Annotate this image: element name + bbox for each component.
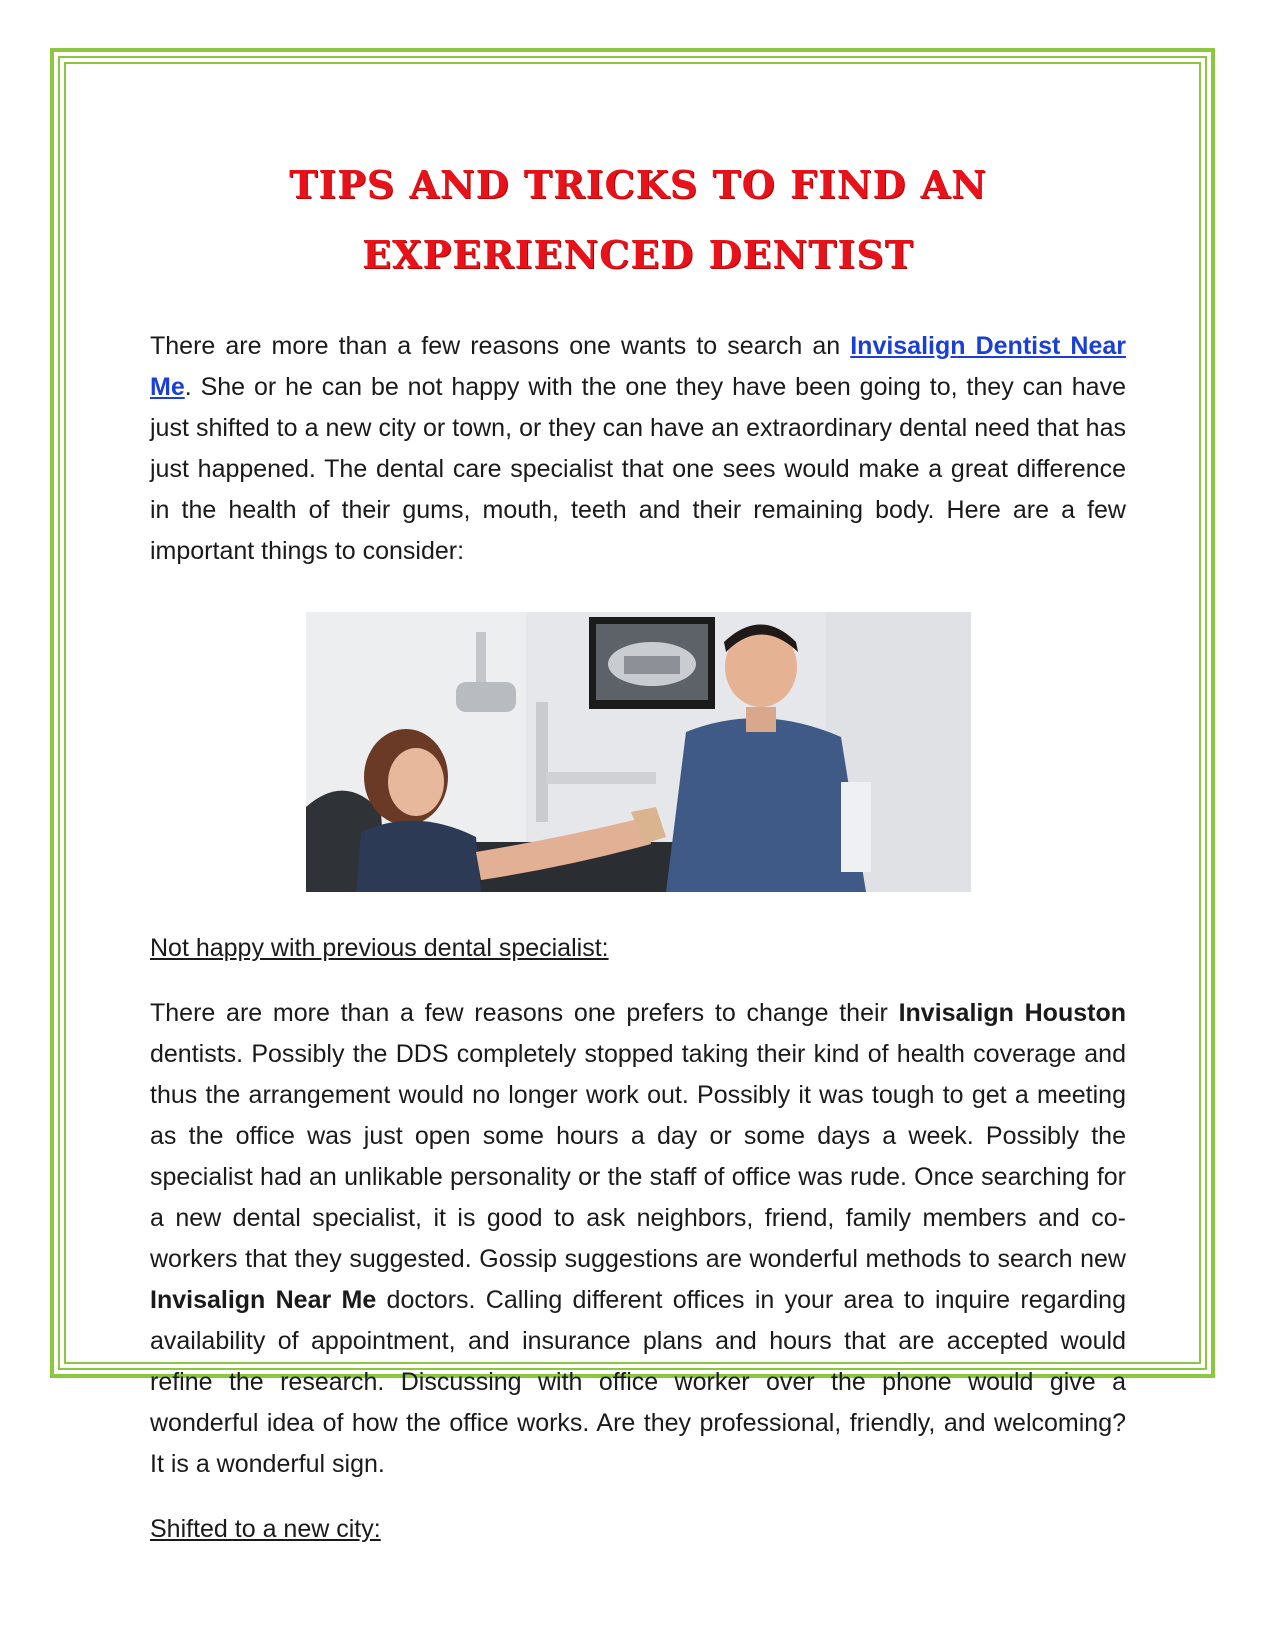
section-heading-shifted: Shifted to a new city: [150, 1515, 381, 1543]
dentist-office-photo [306, 612, 971, 892]
section1-text-b: dentists. Possibly the DDS completely stopped taking their kind of health coverage and thus the arrangement would no longer work out. Possibly it was tough to get a meeting as the office was just open some hours a day or some days a week. Possibly the specialist had an unlikable personality or the staff of office was rude. Once searching for a new dental specialist, it is good to ask neighbors, friend, family members and co-workers that they suggested. Gossip suggestions are wonderful methods to search new [150, 1040, 1126, 1273]
document-title: TIPS AND TRICKS TO FIND AN EXPERIENCED DENTIST [289, 162, 987, 277]
invisalign-dentist-link[interactable]: Invisalign Dentist Near Me [150, 332, 1126, 401]
invisalign-near-me-bold: Invisalign Near Me [150, 1286, 377, 1314]
intro-paragraph [150, 326, 1126, 572]
document-body [150, 150, 1126, 1550]
intro-text-1: There are more than a few reasons one wants to search an [150, 332, 851, 360]
section-heading-not-happy: Not happy with previous dental specialist: [150, 934, 609, 962]
invisalign-houston-bold: Invisalign Houston [898, 999, 1126, 1027]
intro-text-2: . She or he can be not happy with the one they have been going to, they can have just shifted to a new city or town, or they can have an extraordinary dental need that has just happened. The dental care specialist that one sees would make a great difference in the health of their gums, mouth, teeth and their remaining body. Here are a few important things to consider: [150, 373, 1126, 565]
section1-paragraph [150, 993, 1126, 1485]
section1-text-a: There are more than a few reasons one prefers to change their [150, 999, 899, 1027]
section1-text-c: doctors. Calling different offices in your area to inquire regarding availability of appointment, and insurance plans and hours that are accepted would refine the research. Discussing with office worker over the phone would give a wonderful idea of how the office works. Are they professional, friendly, and welcoming? It is a wonderful sign. [150, 1286, 1126, 1478]
